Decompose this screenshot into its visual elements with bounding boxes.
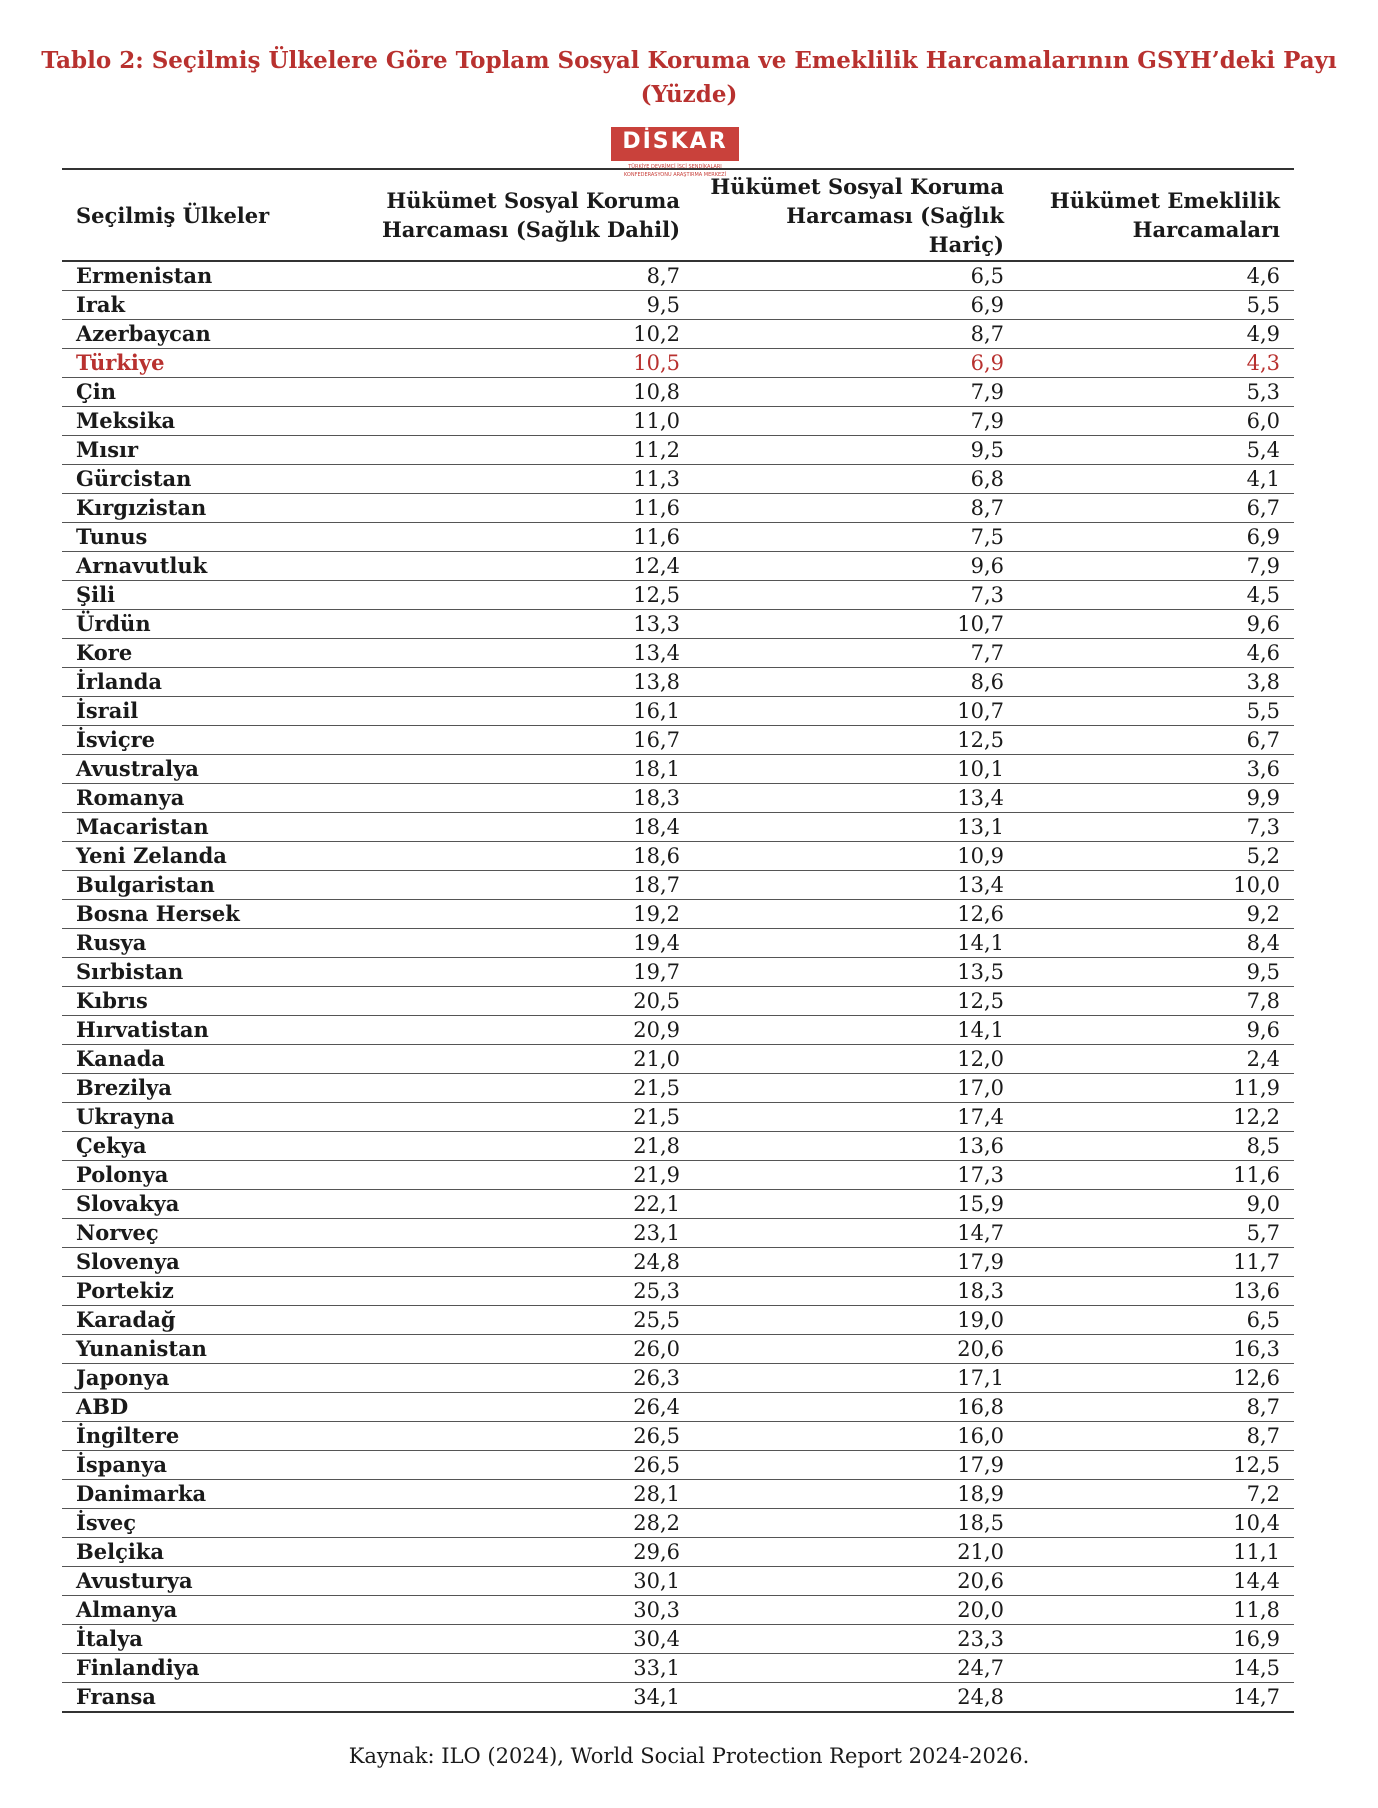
incl-health-cell: 26,0: [362, 1335, 694, 1364]
excl-health-cell: 23,3: [694, 1625, 1018, 1654]
country-cell: Bosna Hersek: [62, 900, 362, 929]
table-row: [62, 639, 1294, 668]
excl-health-cell: 17,1: [694, 1364, 1018, 1393]
excl-health-cell: 13,1: [694, 813, 1018, 842]
incl-health-cell: 25,5: [362, 1306, 694, 1335]
incl-health-cell: 19,7: [362, 958, 694, 987]
table-row: [62, 552, 1294, 581]
pension-cell: 12,5: [1018, 1451, 1294, 1480]
incl-health-cell: 20,9: [362, 1016, 694, 1045]
excl-health-cell: 13,4: [694, 784, 1018, 813]
table-row: [62, 1364, 1294, 1393]
table-title-line1: Tablo 2: Seçilmiş Ülkelere Göre Toplam Sosyal Koruma ve Emeklilik Harcamalarının GSYH’deki Payı: [41, 47, 1337, 74]
pension-cell: 8,4: [1018, 929, 1294, 958]
incl-health-cell: 18,4: [362, 813, 694, 842]
table-row: [62, 1683, 1294, 1713]
incl-health-cell: 16,7: [362, 726, 694, 755]
table-row: [62, 987, 1294, 1016]
incl-health-cell: 26,4: [362, 1393, 694, 1422]
country-cell: Macaristan: [62, 813, 362, 842]
pension-cell: 14,4: [1018, 1567, 1294, 1596]
table-row: [62, 900, 1294, 929]
excl-health-cell: 6,8: [694, 465, 1018, 494]
header-social-protection-incl-health: Hükümet Sosyal Koruma Harcaması (Sağlık Dahil): [362, 169, 694, 261]
country-cell: Türkiye: [62, 349, 362, 378]
incl-health-cell: 26,5: [362, 1451, 694, 1480]
incl-health-cell: 28,2: [362, 1509, 694, 1538]
table-row: [62, 726, 1294, 755]
table-row: [62, 1219, 1294, 1248]
table-row: [62, 436, 1294, 465]
incl-health-cell: 26,5: [362, 1422, 694, 1451]
pension-cell: 8,7: [1018, 1422, 1294, 1451]
excl-health-cell: 8,7: [694, 320, 1018, 349]
country-cell: Portekiz: [62, 1277, 362, 1306]
excl-health-cell: 13,4: [694, 871, 1018, 900]
country-cell: Avustralya: [62, 755, 362, 784]
country-cell: İspanya: [62, 1451, 362, 1480]
source-note: Kaynak: ILO (2024), World Social Protection Report 2024-2026.: [348, 1744, 1030, 1768]
table-row: [62, 291, 1294, 320]
country-cell: Norveç: [62, 1219, 362, 1248]
excl-health-cell: 7,7: [694, 639, 1018, 668]
pension-cell: 4,3: [1018, 349, 1294, 378]
country-cell: İtalya: [62, 1625, 362, 1654]
country-cell: Mısır: [62, 436, 362, 465]
incl-health-cell: 13,8: [362, 668, 694, 697]
pension-cell: 12,2: [1018, 1103, 1294, 1132]
incl-health-cell: 19,2: [362, 900, 694, 929]
pension-cell: 7,9: [1018, 552, 1294, 581]
table-title: [40, 44, 1338, 112]
table-row: [62, 1132, 1294, 1161]
excl-health-cell: 7,9: [694, 407, 1018, 436]
country-cell: İsviçre: [62, 726, 362, 755]
pension-cell: 14,7: [1018, 1683, 1294, 1713]
table-row: [62, 1277, 1294, 1306]
pension-cell: 6,5: [1018, 1306, 1294, 1335]
country-cell: Şili: [62, 581, 362, 610]
pension-cell: 11,1: [1018, 1538, 1294, 1567]
table-row: [62, 813, 1294, 842]
incl-health-cell: 18,1: [362, 755, 694, 784]
country-cell: Japonya: [62, 1364, 362, 1393]
table-row: [62, 378, 1294, 407]
excl-health-cell: 9,6: [694, 552, 1018, 581]
pension-cell: 16,3: [1018, 1335, 1294, 1364]
country-cell: İsrail: [62, 697, 362, 726]
pension-cell: 6,0: [1018, 407, 1294, 436]
logo-tagline: TÜRKİYE DEVRİMCİ İŞÇİ SENDİKALARI KONFEDERASYONU ARAŞTIRMA MERKEZİ: [611, 163, 739, 171]
table-row: [62, 1451, 1294, 1480]
country-cell: Kore: [62, 639, 362, 668]
table-row: [62, 842, 1294, 871]
incl-health-cell: 33,1: [362, 1654, 694, 1683]
pension-cell: 8,7: [1018, 1393, 1294, 1422]
pension-cell: 8,5: [1018, 1132, 1294, 1161]
country-cell: Ukrayna: [62, 1103, 362, 1132]
table-row: [62, 1509, 1294, 1538]
excl-health-cell: 17,9: [694, 1451, 1018, 1480]
pension-cell: 11,6: [1018, 1161, 1294, 1190]
excl-health-cell: 20,6: [694, 1335, 1018, 1364]
incl-health-cell: 18,6: [362, 842, 694, 871]
pension-cell: 9,5: [1018, 958, 1294, 987]
country-cell: Brezilya: [62, 1074, 362, 1103]
excl-health-cell: 9,5: [694, 436, 1018, 465]
incl-health-cell: 11,3: [362, 465, 694, 494]
pension-cell: 6,9: [1018, 523, 1294, 552]
table-row: [62, 1654, 1294, 1683]
table-row: [62, 494, 1294, 523]
incl-health-cell: 8,7: [362, 261, 694, 291]
incl-health-cell: 10,2: [362, 320, 694, 349]
table-row: [62, 1422, 1294, 1451]
pension-cell: 16,9: [1018, 1625, 1294, 1654]
incl-health-cell: 21,0: [362, 1045, 694, 1074]
excl-health-cell: 6,9: [694, 349, 1018, 378]
excl-health-cell: 14,1: [694, 1016, 1018, 1045]
country-cell: ABD: [62, 1393, 362, 1422]
excl-health-cell: 13,6: [694, 1132, 1018, 1161]
pension-cell: 3,8: [1018, 668, 1294, 697]
country-cell: Finlandiya: [62, 1654, 362, 1683]
incl-health-cell: 9,5: [362, 291, 694, 320]
country-cell: Fransa: [62, 1683, 362, 1713]
country-cell: Yunanistan: [62, 1335, 362, 1364]
excl-health-cell: 20,6: [694, 1567, 1018, 1596]
table-row: [62, 1103, 1294, 1132]
excl-health-cell: 10,1: [694, 755, 1018, 784]
excl-health-cell: 12,6: [694, 900, 1018, 929]
table-row: [62, 929, 1294, 958]
pension-cell: 6,7: [1018, 726, 1294, 755]
country-cell: İsveç: [62, 1509, 362, 1538]
incl-health-cell: 18,7: [362, 871, 694, 900]
pension-cell: 9,9: [1018, 784, 1294, 813]
excl-health-cell: 8,7: [694, 494, 1018, 523]
pension-cell: 4,9: [1018, 320, 1294, 349]
incl-health-cell: 11,6: [362, 494, 694, 523]
pension-cell: 4,6: [1018, 639, 1294, 668]
excl-health-cell: 14,1: [694, 929, 1018, 958]
excl-health-cell: 7,9: [694, 378, 1018, 407]
excl-health-cell: 17,4: [694, 1103, 1018, 1132]
excl-health-cell: 18,5: [694, 1509, 1018, 1538]
excl-health-cell: 15,9: [694, 1190, 1018, 1219]
pension-cell: 4,6: [1018, 261, 1294, 291]
country-cell: İrlanda: [62, 668, 362, 697]
incl-health-cell: 19,4: [362, 929, 694, 958]
table-row: [62, 755, 1294, 784]
table-row: [62, 1306, 1294, 1335]
incl-health-cell: 11,2: [362, 436, 694, 465]
incl-health-cell: 11,0: [362, 407, 694, 436]
country-cell: Kırgızistan: [62, 494, 362, 523]
excl-health-cell: 17,0: [694, 1074, 1018, 1103]
country-cell: Tunus: [62, 523, 362, 552]
table-row: [62, 320, 1294, 349]
excl-health-cell: 10,7: [694, 697, 1018, 726]
excl-health-cell: 10,7: [694, 610, 1018, 639]
table-header-row: [62, 169, 1294, 261]
incl-health-cell: 11,6: [362, 523, 694, 552]
country-cell: Danimarka: [62, 1480, 362, 1509]
table-row: [62, 1567, 1294, 1596]
excl-health-cell: 20,0: [694, 1596, 1018, 1625]
excl-health-cell: 19,0: [694, 1306, 1018, 1335]
excl-health-cell: 18,9: [694, 1480, 1018, 1509]
table-row: [62, 784, 1294, 813]
pension-cell: 13,6: [1018, 1277, 1294, 1306]
country-cell: Romanya: [62, 784, 362, 813]
pension-cell: 9,6: [1018, 610, 1294, 639]
table-row: [62, 1248, 1294, 1277]
pension-cell: 9,6: [1018, 1016, 1294, 1045]
table-row: [62, 1190, 1294, 1219]
pension-cell: 7,8: [1018, 987, 1294, 1016]
table-row: [62, 349, 1294, 378]
pension-cell: 5,3: [1018, 378, 1294, 407]
excl-health-cell: 24,7: [694, 1654, 1018, 1683]
pension-cell: 9,0: [1018, 1190, 1294, 1219]
incl-health-cell: 26,3: [362, 1364, 694, 1393]
excl-health-cell: 12,0: [694, 1045, 1018, 1074]
country-cell: Meksika: [62, 407, 362, 436]
country-cell: Kanada: [62, 1045, 362, 1074]
pension-cell: 9,2: [1018, 900, 1294, 929]
excl-health-cell: 10,9: [694, 842, 1018, 871]
country-cell: Hırvatistan: [62, 1016, 362, 1045]
table-row: [62, 1045, 1294, 1074]
table-row: [62, 523, 1294, 552]
table-row: [62, 668, 1294, 697]
pension-cell: 11,7: [1018, 1248, 1294, 1277]
country-cell: Yeni Zelanda: [62, 842, 362, 871]
pension-cell: 10,0: [1018, 871, 1294, 900]
excl-health-cell: 7,5: [694, 523, 1018, 552]
table-row: [62, 1538, 1294, 1567]
country-cell: Belçika: [62, 1538, 362, 1567]
table-row: [62, 1161, 1294, 1190]
incl-health-cell: 21,9: [362, 1161, 694, 1190]
country-cell: Karadağ: [62, 1306, 362, 1335]
incl-health-cell: 22,1: [362, 1190, 694, 1219]
pension-cell: 4,1: [1018, 465, 1294, 494]
pension-cell: 4,5: [1018, 581, 1294, 610]
incl-health-cell: 13,4: [362, 639, 694, 668]
table-row: [62, 465, 1294, 494]
incl-health-cell: 28,1: [362, 1480, 694, 1509]
excl-health-cell: 7,3: [694, 581, 1018, 610]
table-row: [62, 261, 1294, 291]
pension-cell: 2,4: [1018, 1045, 1294, 1074]
logo-text: DİSKAR: [622, 129, 728, 154]
pension-cell: 7,3: [1018, 813, 1294, 842]
country-cell: Rusya: [62, 929, 362, 958]
excl-health-cell: 12,5: [694, 987, 1018, 1016]
incl-health-cell: 30,1: [362, 1567, 694, 1596]
incl-health-cell: 12,4: [362, 552, 694, 581]
table-body: [62, 261, 1294, 1712]
table-row: [62, 610, 1294, 639]
country-cell: Polonya: [62, 1161, 362, 1190]
country-cell: Azerbaycan: [62, 320, 362, 349]
country-cell: Avusturya: [62, 1567, 362, 1596]
country-cell: Ürdün: [62, 610, 362, 639]
table-row: [62, 958, 1294, 987]
incl-health-cell: 24,8: [362, 1248, 694, 1277]
table-row: [62, 1480, 1294, 1509]
incl-health-cell: 10,5: [362, 349, 694, 378]
pension-cell: 5,5: [1018, 697, 1294, 726]
data-table: [62, 168, 1294, 1713]
country-cell: Arnavutluk: [62, 552, 362, 581]
pension-cell: 5,2: [1018, 842, 1294, 871]
table-row: [62, 1393, 1294, 1422]
header-social-protection-excl-health: Hükümet Sosyal Koruma Harcaması (Sağlık Hariç): [694, 169, 1018, 261]
header-country: Seçilmiş Ülkeler: [62, 169, 362, 261]
pension-cell: 5,4: [1018, 436, 1294, 465]
incl-health-cell: 21,5: [362, 1103, 694, 1132]
excl-health-cell: 24,8: [694, 1683, 1018, 1713]
excl-health-cell: 16,8: [694, 1393, 1018, 1422]
header-pension-expenditure: Hükümet Emeklilik Harcamaları: [1018, 169, 1294, 261]
table-row: [62, 407, 1294, 436]
incl-health-cell: 20,5: [362, 987, 694, 1016]
pension-cell: 11,8: [1018, 1596, 1294, 1625]
excl-health-cell: 16,0: [694, 1422, 1018, 1451]
country-cell: İngiltere: [62, 1422, 362, 1451]
diskar-logo: [611, 127, 739, 178]
country-cell: Kıbrıs: [62, 987, 362, 1016]
incl-health-cell: 12,5: [362, 581, 694, 610]
excl-health-cell: 8,6: [694, 668, 1018, 697]
incl-health-cell: 23,1: [362, 1219, 694, 1248]
incl-health-cell: 25,3: [362, 1277, 694, 1306]
excl-health-cell: 18,3: [694, 1277, 1018, 1306]
country-cell: Çin: [62, 378, 362, 407]
country-cell: Irak: [62, 291, 362, 320]
excl-health-cell: 21,0: [694, 1538, 1018, 1567]
country-cell: Bulgaristan: [62, 871, 362, 900]
excl-health-cell: 6,5: [694, 261, 1018, 291]
incl-health-cell: 18,3: [362, 784, 694, 813]
country-cell: Slovenya: [62, 1248, 362, 1277]
pension-cell: 3,6: [1018, 755, 1294, 784]
incl-health-cell: 30,3: [362, 1596, 694, 1625]
table-row: [62, 1625, 1294, 1654]
pension-cell: 7,2: [1018, 1480, 1294, 1509]
excl-health-cell: 14,7: [694, 1219, 1018, 1248]
pension-cell: 10,4: [1018, 1509, 1294, 1538]
pension-cell: 14,5: [1018, 1654, 1294, 1683]
incl-health-cell: 10,8: [362, 378, 694, 407]
table-row: [62, 1596, 1294, 1625]
table-row: [62, 581, 1294, 610]
country-cell: Ermenistan: [62, 261, 362, 291]
table-row: [62, 871, 1294, 900]
country-cell: Çekya: [62, 1132, 362, 1161]
pension-cell: 11,9: [1018, 1074, 1294, 1103]
pension-cell: 5,5: [1018, 291, 1294, 320]
pension-cell: 12,6: [1018, 1364, 1294, 1393]
incl-health-cell: 21,5: [362, 1074, 694, 1103]
incl-health-cell: 21,8: [362, 1132, 694, 1161]
excl-health-cell: 13,5: [694, 958, 1018, 987]
country-cell: Almanya: [62, 1596, 362, 1625]
incl-health-cell: 30,4: [362, 1625, 694, 1654]
incl-health-cell: 34,1: [362, 1683, 694, 1713]
excl-health-cell: 6,9: [694, 291, 1018, 320]
country-cell: Slovakya: [62, 1190, 362, 1219]
excl-health-cell: 12,5: [694, 726, 1018, 755]
pension-cell: 6,7: [1018, 494, 1294, 523]
table-row: [62, 1016, 1294, 1045]
excl-health-cell: 17,9: [694, 1248, 1018, 1277]
incl-health-cell: 13,3: [362, 610, 694, 639]
pension-cell: 5,7: [1018, 1219, 1294, 1248]
table-title-line2: (Yüzde): [640, 81, 738, 108]
table-row: [62, 1074, 1294, 1103]
incl-health-cell: 29,6: [362, 1538, 694, 1567]
table-row: [62, 1335, 1294, 1364]
country-cell: Sırbistan: [62, 958, 362, 987]
country-cell: Gürcistan: [62, 465, 362, 494]
table-row: [62, 697, 1294, 726]
excl-health-cell: 17,3: [694, 1161, 1018, 1190]
incl-health-cell: 16,1: [362, 697, 694, 726]
